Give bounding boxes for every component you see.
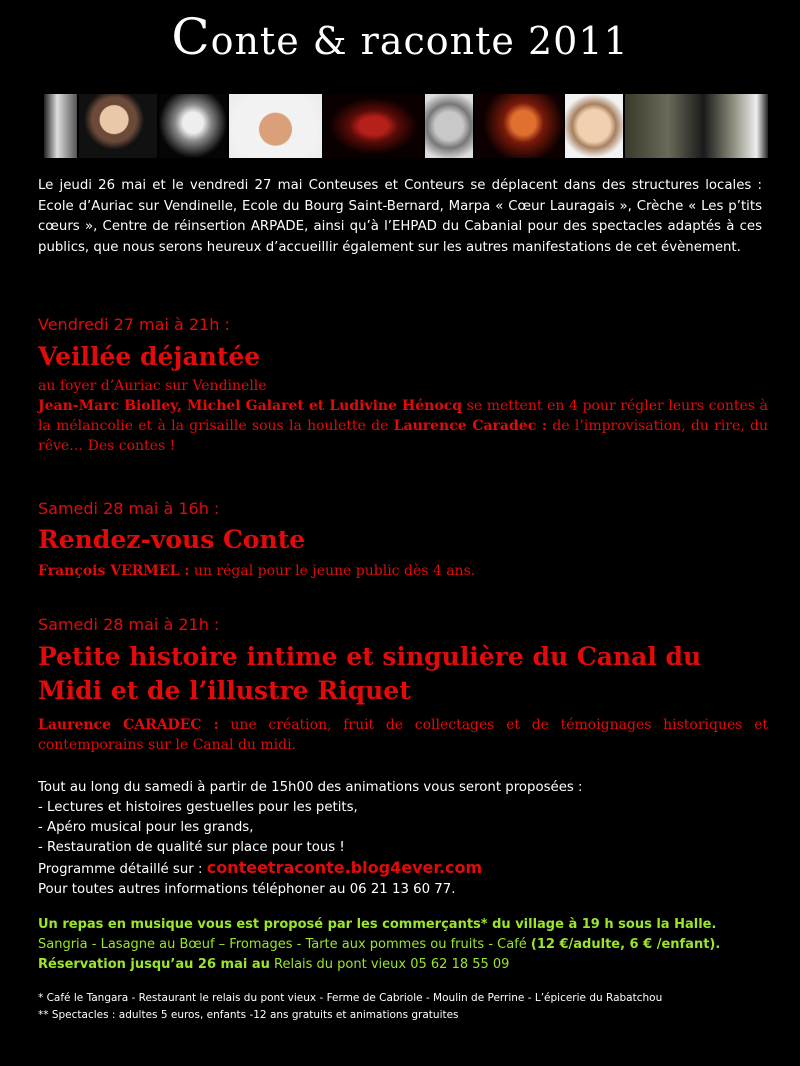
reservation-label: Réservation jusqu’au 26 mai au <box>38 957 270 972</box>
event1-names: Jean-Marc Biolley, Michel Galaret et Ludivine Hénocq <box>38 398 463 414</box>
info-line1: Tout au long du samedi à partir de 15h00 des animations vous seront proposées : <box>38 780 583 795</box>
title-rest: onte & raconte 2011 <box>210 19 629 63</box>
info-line2: - Lectures et histoires gestuelles pour les petits, <box>38 800 358 815</box>
meal-reservation-line <box>38 955 778 975</box>
event1-date: Vendredi 27 mai à 21h : <box>38 315 230 334</box>
event1-text2: de l’improvisation, du rire, du rêve… Des contes ! <box>38 418 768 454</box>
photo-7 <box>475 94 563 158</box>
info-line6: Pour toutes autres informations téléphoner au 06 21 13 60 77. <box>38 882 456 897</box>
event2-date: Samedi 28 mai à 16h : <box>38 499 220 518</box>
meal-block <box>38 915 778 975</box>
meal-line1 <box>38 915 778 935</box>
event3-names: Laurence CARADEC : <box>38 717 219 733</box>
event2-names: François VERMEL : <box>38 563 190 579</box>
photo-9 <box>625 94 768 158</box>
event3-title-line1: Petite histoire intime et singulière du Canal du <box>38 642 702 671</box>
event3-date: Samedi 28 mai à 21h : <box>38 615 220 634</box>
photo-3 <box>159 94 227 158</box>
event1-body <box>38 396 768 456</box>
photo-8 <box>565 94 623 158</box>
event3-title <box>38 640 701 708</box>
event1-place: au foyer d’Auriac sur Vendinelle <box>38 378 267 394</box>
website-link[interactable]: conteetraconte.blog4ever.com <box>206 858 483 877</box>
reservation-text: Relais du pont vieux 05 62 18 55 09 <box>269 957 510 972</box>
info-line3: - Apéro musical pour les grands, <box>38 820 254 835</box>
event2-description <box>38 561 768 581</box>
footnote-1: * Café le Tangara - Restaurant le relais du pont vieux - Ferme de Cabriole - Moulin de Perrine - L’épicerie du Rabatchou <box>38 992 663 1004</box>
program-label: Programme détaillé sur : <box>38 862 207 877</box>
meal-headline: Un repas en musique vous est proposé par les commerçants* du village à 19 h sous la Halle. <box>38 917 717 932</box>
meal-menu: Sangria - Lasagne au Bœuf – Fromages - Tarte aux pommes ou fruits - Café <box>38 937 531 952</box>
page-title <box>0 8 800 66</box>
info-line4: - Restauration de qualité sur place pour tous ! <box>38 840 345 855</box>
event1-host: Laurence Caradec : <box>393 418 548 434</box>
photo-2 <box>79 94 157 158</box>
footnotes <box>38 990 778 1024</box>
photo-1 <box>44 94 77 158</box>
event3-description <box>38 715 768 755</box>
footnote-2: ** Spectacles : adultes 5 euros, enfants -12 ans gratuits et animations gratuites <box>38 1009 459 1021</box>
event2-title: Rendez-vous Conte <box>38 525 306 554</box>
event1-title: Veillée déjantée <box>38 342 261 371</box>
event3-title-line2: Midi et de l’illustre Riquet <box>38 676 411 705</box>
event1-text1: se mettent en 4 pour régler leurs contes à la mélancolie et à la grisaille sous la houlette de <box>38 398 768 434</box>
event1-description <box>38 376 768 456</box>
intro-paragraph: Le jeudi 26 mai et le vendredi 27 mai Conteuses et Conteurs se déplacent dans des structures locales : Ecole d’Auriac sur Vendinelle, Ecole du Bourg Saint-Bernard, Marpa « Cœur Lauragais », Crèche « Les p’tits cœurs », Centre de réinsertion ARPADE, ainsi qu’à l’EHPAD du Cabanial pour des spectacles adaptés à ces publics, que nous serons heureux d’accueillir également sur les autres manifestations de cet évènement. <box>38 178 762 255</box>
program-line <box>38 858 762 880</box>
info-block <box>38 778 762 900</box>
event3-text: une création, fruit de collectages et de témoignages historiques et contemporains sur le Canal du midi. <box>38 717 768 753</box>
meal-menu-line <box>38 935 778 955</box>
photo-6 <box>425 94 473 158</box>
title-initial: C <box>171 8 211 66</box>
meal-prices: (12 €/adulte, 6 € /enfant). <box>530 937 721 952</box>
photo-5 <box>324 94 422 158</box>
photo-strip <box>44 94 768 158</box>
event2-text: un régal pour le jeune public dès 4 ans. <box>189 563 476 579</box>
photo-4 <box>229 94 322 158</box>
